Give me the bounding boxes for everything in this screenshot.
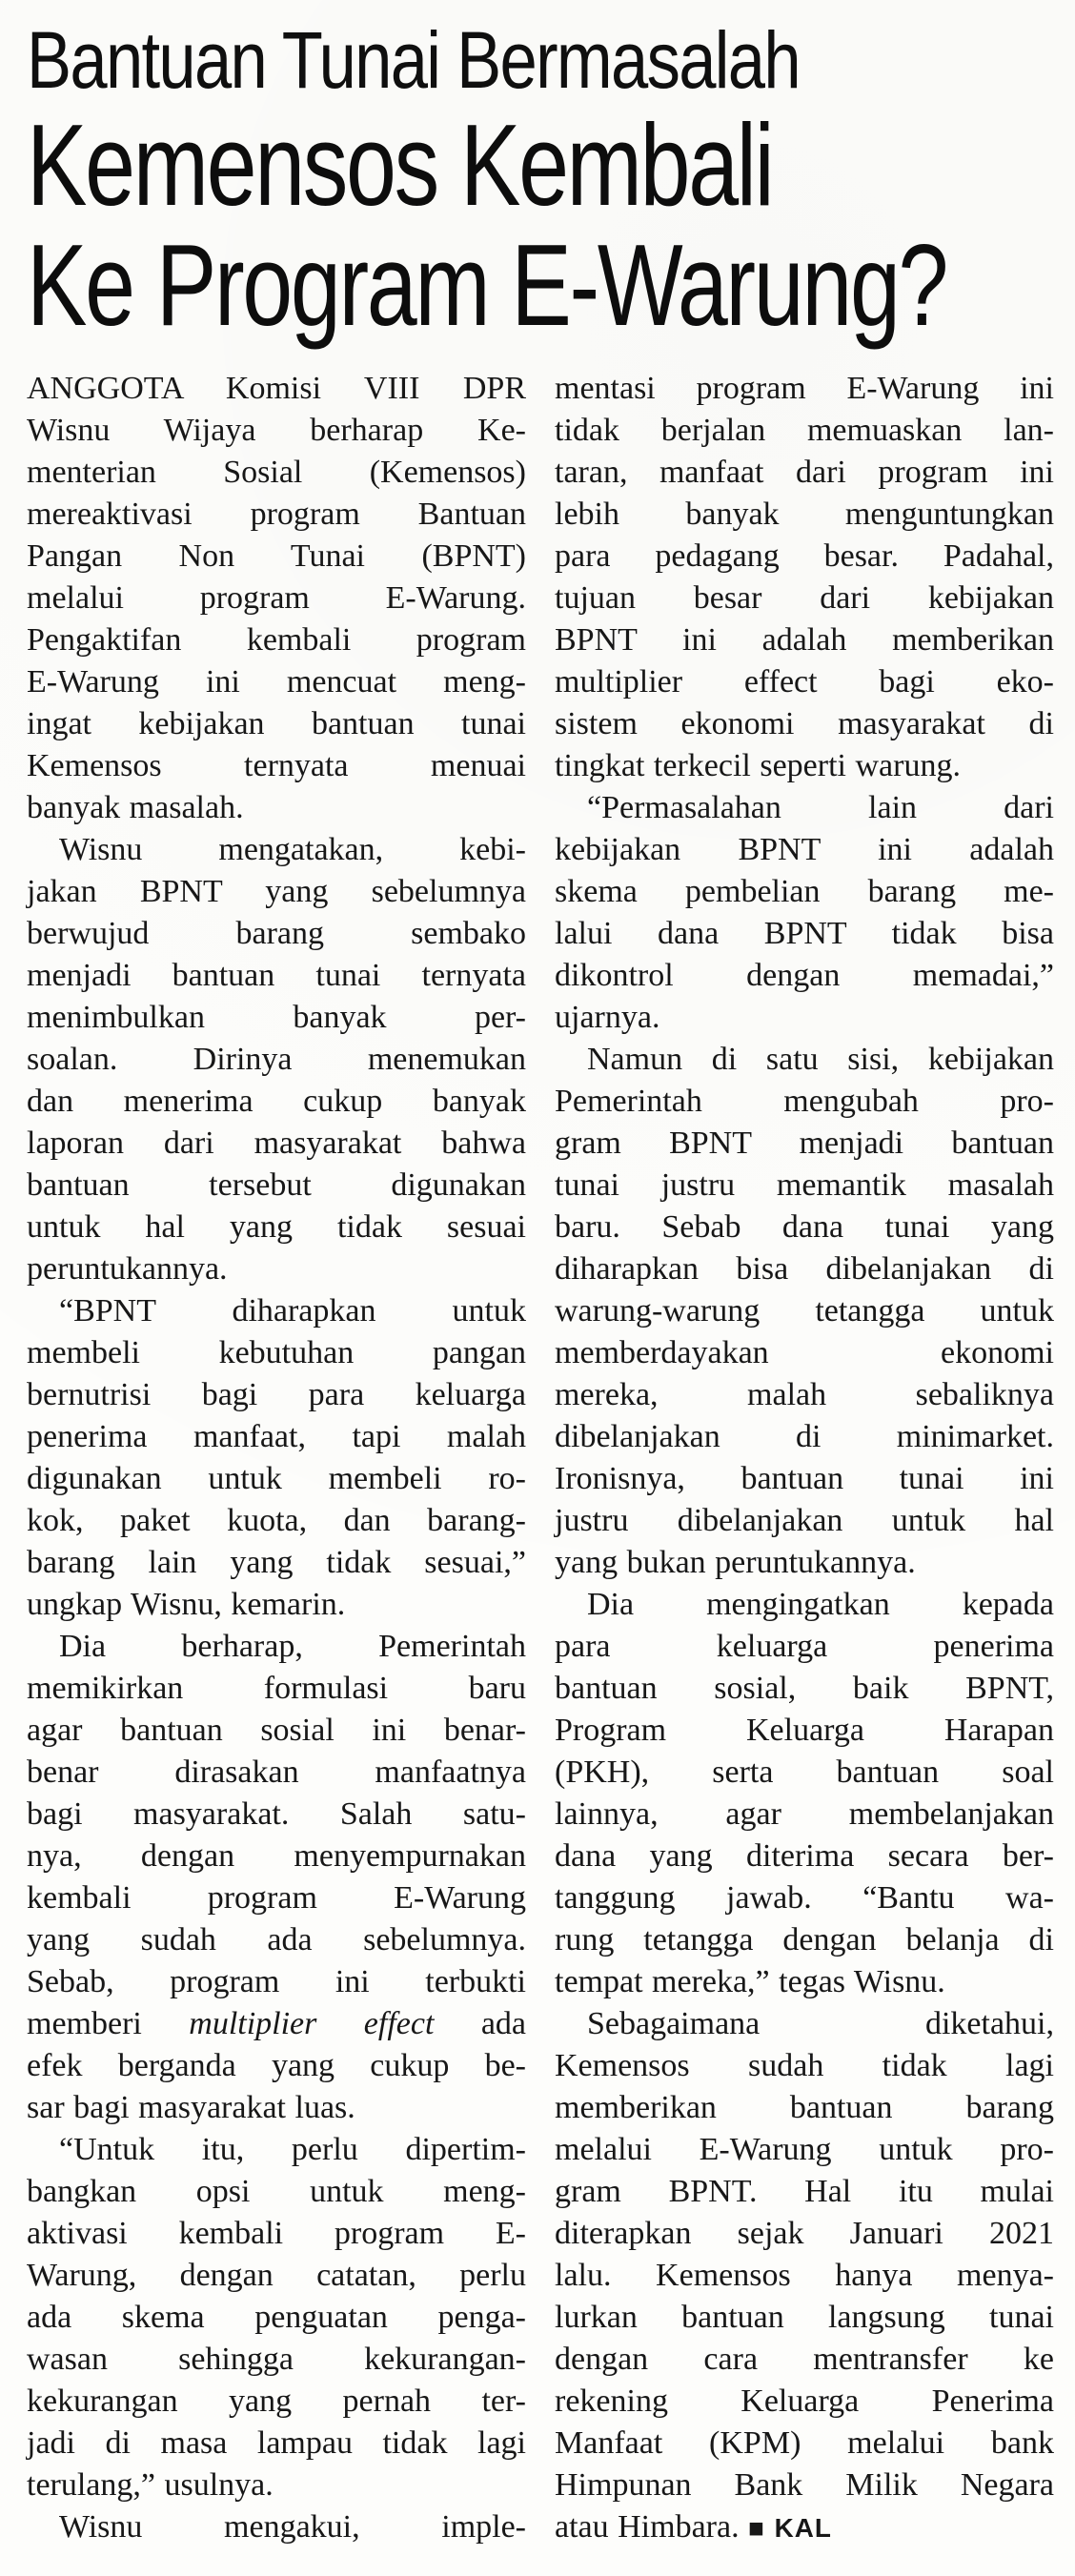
headline-block — [27, 15, 1054, 350]
text-line: para keluarga penerima — [555, 1629, 1054, 1664]
text-line: Program Keluarga Harapan — [555, 1713, 1054, 1748]
text-line: tujuan besar dari kebijakan — [555, 580, 1054, 616]
text-line: jadi di masa lampau tidak lagi — [27, 2425, 526, 2461]
text-line: E-Warung ini mencuat meng- — [27, 664, 526, 700]
text-line: lebih banyak menguntungkan — [555, 497, 1054, 532]
text-line: penerima manfaat, tapi malah — [27, 1419, 526, 1454]
text-line: taran, manfaat dari program ini — [555, 455, 1054, 490]
text-line: yang sudah ada sebelumnya. — [27, 1922, 526, 1957]
text-line: mereaktivasi program Bantuan — [27, 497, 526, 532]
text-line: barang lain yang tidak sesuai,” — [27, 1545, 526, 1580]
text-line: gram BPNT. Hal itu mulai — [555, 2174, 1054, 2209]
article-body — [27, 368, 1054, 2549]
text-line: tempat mereka,” tegas Wisnu. — [555, 1964, 945, 1999]
text-line: memikirkan formulasi baru — [27, 1671, 526, 1706]
text-line: Kemensos ternyata menuai — [27, 748, 526, 783]
text-line: ungkap Wisnu, kemarin. — [27, 1587, 346, 1622]
text-line: sar bagi masyarakat luas. — [27, 2090, 355, 2125]
text-line: para pedagang besar. Padahal, — [555, 538, 1054, 574]
text-line: kembali program E-Warung — [27, 1880, 526, 1916]
text-line: banyak masalah. — [27, 790, 244, 825]
paragraph — [555, 1039, 1054, 1584]
text-line: yang bukan peruntukannya. — [555, 1545, 916, 1580]
text-line: rung tetangga dengan belanja di — [555, 1922, 1054, 1957]
text-line: melalui program E-Warung. — [27, 580, 526, 616]
article-column-left — [27, 368, 526, 2548]
text-line: peruntukannya. — [27, 1251, 228, 1287]
text-line: jakan BPNT yang sebelumnya — [27, 874, 526, 909]
text-line: kok, paket kuota, dan barang- — [27, 1503, 526, 1538]
text-line: berwujud barang sembako — [27, 916, 526, 951]
text-line: tidak berjalan memuaskan lan- — [555, 413, 1054, 448]
paragraph — [555, 2003, 1054, 2549]
paragraph — [27, 829, 526, 1290]
text-line: Sebab, program ini terbukti — [27, 1964, 526, 1999]
paragraph — [555, 787, 1054, 1039]
text-line: warung-warung tetangga untuk — [555, 1293, 1054, 1329]
text-line: atau Himbara. ■ KAL — [555, 2509, 832, 2545]
text-line: mereka, malah sebaliknya — [555, 1377, 1054, 1412]
text-line: bagi masyarakat. Salah satu- — [27, 1796, 526, 1832]
text-line: digunakan untuk membeli ro- — [27, 1461, 526, 1496]
text-line: gram BPNT menjadi bantuan — [555, 1126, 1054, 1161]
text-line: mentasi program E-Warung ini — [555, 371, 1054, 406]
text-line: ada skema penguatan penga- — [27, 2300, 526, 2335]
text-line: memberdayakan ekonomi — [555, 1335, 1054, 1370]
text-line: Pemerintah mengubah pro- — [555, 1084, 1054, 1119]
text-line: Dia mengingatkan kepada — [587, 1587, 1054, 1622]
text-line: Kemensos sudah tidak lagi — [555, 2048, 1054, 2083]
text-line: soalan. Dirinya menemukan — [27, 1042, 526, 1077]
text-line: tingkat terkecil seperti warung. — [555, 748, 961, 783]
text-line: nya, dengan menyempurnakan — [27, 1838, 526, 1874]
text-line: BPNT ini adalah memberikan — [555, 622, 1054, 658]
text-line: Ironisnya, bantuan tunai ini — [555, 1461, 1054, 1496]
text-line: kebijakan BPNT ini adalah — [555, 832, 1054, 867]
text-line: dana yang diterima secara ber- — [555, 1838, 1054, 1874]
text-line: menimbulkan banyak per- — [27, 1000, 526, 1035]
paragraph — [27, 368, 526, 829]
text-line: tanggung jawab. “Bantu wa- — [555, 1880, 1054, 1916]
paragraph — [27, 1290, 526, 1626]
text-line: Warung, dengan catatan, perlu — [27, 2258, 526, 2293]
text-line: Namun di satu sisi, kebijakan — [587, 1042, 1054, 1077]
main-headline-line-2: Ke Program E-Warung? — [27, 220, 947, 350]
text-line: wasan sehingga kekurangan- — [27, 2342, 526, 2377]
text-line: “BPNT diharapkan untuk — [59, 1293, 526, 1329]
text-line: justru dibelanjakan untuk hal — [555, 1503, 1054, 1538]
text-line: lalui dana BPNT tidak bisa — [555, 916, 1054, 951]
paragraph — [555, 1584, 1054, 2003]
text-line: dan menerima cukup banyak — [27, 1084, 526, 1119]
text-line: Dia berharap, Pemerintah — [59, 1629, 526, 1664]
text-line: dikontrol dengan memadai,” — [555, 958, 1054, 993]
text-line: Sebagaimana diketahui, — [587, 2006, 1054, 2041]
text-line: diharapkan bisa dibelanjakan di — [555, 1251, 1054, 1287]
text-line: ujarnya. — [555, 1000, 660, 1035]
text-line: ingat kebijakan bantuan tunai — [27, 706, 526, 741]
text-line: skema pembelian barang me- — [555, 874, 1054, 909]
text-line: Pangan Non Tunai (BPNT) — [27, 538, 526, 574]
text-line: memberi multiplier effect ada — [27, 2006, 527, 2041]
text-line: bantuan tersebut digunakan — [27, 1167, 526, 1203]
text-line: lainnya, agar membelanjakan — [555, 1796, 1054, 1832]
text-line: dengan cara mentransfer ke — [555, 2342, 1054, 2377]
article-column-right — [555, 368, 1054, 2549]
text-line: bernutrisi bagi para keluarga — [27, 1377, 526, 1412]
text-line: menterian Sosial (Kemensos) — [27, 455, 526, 490]
text-line: Manfaat (KPM) melalui bank — [555, 2425, 1054, 2461]
paragraph — [27, 2506, 526, 2548]
text-line: Wisnu Wijaya berharap Ke- — [27, 413, 526, 448]
text-line: menjadi bantuan tunai ternyata — [27, 958, 526, 993]
text-line: melalui E-Warung untuk pro- — [555, 2132, 1054, 2167]
text-line: diterapkan sejak Januari 2021 — [555, 2216, 1054, 2251]
text-line: untuk hal yang tidak sesuai — [27, 1209, 526, 1245]
text-line: Wisnu mengakui, imple- — [59, 2509, 526, 2545]
paragraph — [555, 368, 1054, 787]
paragraph — [27, 1626, 526, 2129]
text-line: bantuan sosial, baik BPNT, — [555, 1671, 1054, 1706]
text-line: terulang,” usulnya. — [27, 2467, 274, 2503]
text-line: ANGGOTA Komisi VIII DPR — [27, 371, 526, 406]
text-line: tunai justru memantik masalah — [555, 1167, 1054, 1203]
text-line: agar bantuan sosial ini benar- — [27, 1713, 526, 1748]
text-line: memberikan bantuan barang — [555, 2090, 1054, 2125]
main-headline-line-1: Kemensos Kembali — [27, 100, 773, 230]
text-line: Himpunan Bank Milik Negara — [555, 2467, 1054, 2503]
text-line: “Untuk itu, perlu dipertim- — [59, 2132, 526, 2167]
text-line: lurkan bantuan langsung tunai — [555, 2300, 1054, 2335]
text-line: lalu. Kemensos hanya menya- — [555, 2258, 1054, 2293]
text-line: membeli kebutuhan pangan — [27, 1335, 526, 1370]
text-line: dibelanjakan di minimarket. — [555, 1419, 1054, 1454]
text-line: laporan dari masyarakat bahwa — [27, 1126, 526, 1161]
text-line: baru. Sebab dana tunai yang — [555, 1209, 1054, 1245]
paragraph — [27, 2129, 526, 2506]
text-line: (PKH), serta bantuan soal — [555, 1755, 1054, 1790]
text-line: aktivasi kembali program E- — [27, 2216, 526, 2251]
text-line: bangkan opsi untuk meng- — [27, 2174, 526, 2209]
text-line: “Permasalahan lain dari — [587, 790, 1054, 825]
text-line: efek berganda yang cukup be- — [27, 2048, 526, 2083]
text-line: Pengaktifan kembali program — [27, 622, 526, 658]
text-line: kekurangan yang pernah ter- — [27, 2383, 526, 2419]
text-line: sistem ekonomi masyarakat di — [555, 706, 1054, 741]
text-line: rekening Keluarga Penerima — [555, 2383, 1054, 2419]
text-line: benar dirasakan manfaatnya — [27, 1755, 526, 1790]
text-line: multiplier effect bagi eko- — [555, 664, 1054, 700]
text-line: Wisnu mengatakan, kebi- — [59, 832, 526, 867]
kicker-headline: Bantuan Tunai Bermasalah — [27, 15, 800, 105]
